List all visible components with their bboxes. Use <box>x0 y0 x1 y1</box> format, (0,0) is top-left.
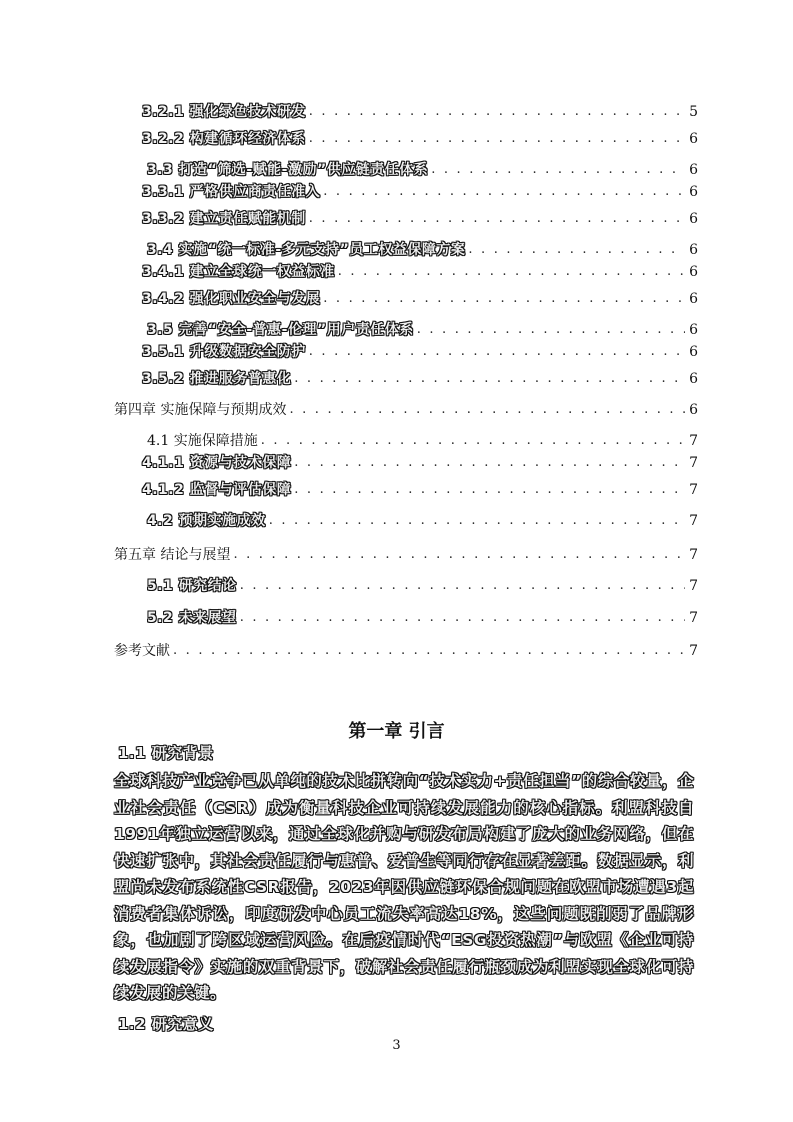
toc-entry-title: 5.1 研究结论 <box>147 578 237 594</box>
toc-leader-dots <box>233 547 685 563</box>
toc-entry[interactable] <box>114 545 698 563</box>
toc-entry-title: 3.2.1 强化绿色技术研发 <box>142 104 306 120</box>
toc-entry[interactable] <box>142 480 698 498</box>
toc-entry[interactable] <box>147 511 698 529</box>
toc-entry-title: 3.3.2 建立责任赋能机制 <box>142 211 306 227</box>
toc-entry[interactable] <box>147 431 698 449</box>
toc-entry-page: 6 <box>689 264 698 280</box>
body-paragraph: 全球科技产业竞争已从单纯的技术比拼转向“技术实力+责任担当”的综合较量，企业社会责任（CSR）成为衡量科技企业可持续发展能力的核心指标。利盟科技自1991年独立运营以来，通过全球化并购与研发布局构建了庞大的业务网络，但在快速扩张中，其社会责任履行与惠普、爱普生等同行存在显著差距。数据显示，利盟尚未发布系统性CSR报告，2023年因供应链环保合规问题在欧盟市场遭遇3起消费者集体诉讼，印度研发中心员工流失率高达18%，这些问题既削弱了品牌形象，也加剧了跨区域运营风险。在后疫情时代“ESG投资热潮”与欧盟《企业可持续发展指令》实施的双重背景下，破解社会责任履行瓶颈成为利盟实现全球化可持续发展的关键。 <box>114 772 694 1002</box>
toc-leader-dots <box>323 291 685 307</box>
toc-entry[interactable] <box>142 453 698 471</box>
toc-leader-dots <box>294 455 685 471</box>
toc-entry-title: 3.2.2 构建循环经济体系 <box>142 131 306 147</box>
toc-entry-page: 6 <box>689 184 698 200</box>
toc-entry-title: 5.2 未来展望 <box>147 610 237 626</box>
toc-entry-page: 7 <box>689 578 698 594</box>
toc-entry-title: 4.1 实施保障措施 <box>147 433 258 449</box>
toc-entry[interactable] <box>142 182 698 200</box>
toc-leader-dots <box>338 264 685 280</box>
toc-entry-title: 3.4.1 建立全球统一权益标准 <box>142 264 335 280</box>
toc-entry-page: 6 <box>689 162 698 178</box>
toc-entry[interactable] <box>142 342 698 360</box>
toc-leader-dots <box>431 162 685 178</box>
toc-leader-dots <box>323 184 685 200</box>
toc-entry[interactable] <box>142 102 698 120</box>
toc-entry-title: 4.1.1 资源与技术保障 <box>142 455 292 471</box>
toc-leader-dots <box>289 402 685 418</box>
toc-leader-dots <box>309 131 685 147</box>
toc-entry-page: 7 <box>689 513 698 529</box>
toc-entry-title: 参考文献 <box>114 643 170 659</box>
toc-entry[interactable] <box>114 641 698 659</box>
toc-leader-dots <box>417 322 685 338</box>
toc-entry-title: 3.3 打造“筛选-赋能-激励”供应链责任体系 <box>147 162 429 178</box>
toc-leader-dots <box>294 482 685 498</box>
toc-entry-page: 5 <box>689 104 698 120</box>
toc-entry-page: 7 <box>689 610 698 626</box>
toc-leader-dots <box>240 578 685 594</box>
toc-leader-dots <box>309 344 685 360</box>
toc-entry-page: 6 <box>689 242 698 258</box>
toc-entry[interactable] <box>142 129 698 147</box>
toc-entry-page: 7 <box>689 455 698 471</box>
toc-entry-title: 3.4 实施“统一标准-多元支持”员工权益保障方案 <box>147 242 466 258</box>
toc-entry-page: 6 <box>689 322 698 338</box>
toc-leader-dots <box>309 104 685 120</box>
toc-entry[interactable] <box>142 262 698 280</box>
toc-entry-title: 3.3.1 严格供应商责任准入 <box>142 184 321 200</box>
toc-entry[interactable] <box>142 289 698 307</box>
toc-entry-title: 第四章 实施保障与预期成效 <box>114 402 287 418</box>
toc-entry[interactable] <box>147 240 698 258</box>
toc-entry-page: 7 <box>689 643 698 659</box>
toc-entry[interactable] <box>147 160 698 178</box>
toc-entry-page: 7 <box>689 433 698 449</box>
page-number: 3 <box>392 1038 401 1053</box>
toc-entry[interactable] <box>114 400 698 418</box>
toc-entry-page: 6 <box>689 291 698 307</box>
toc-leader-dots <box>261 433 685 449</box>
toc-entry-page: 6 <box>689 131 698 147</box>
toc-entry-title: 3.5 完善“安全-普惠-伦理”用户责任体系 <box>147 322 414 338</box>
toc-entry-title: 第五章 结论与展望 <box>114 547 231 563</box>
toc-entry[interactable] <box>142 209 698 227</box>
toc-entry-page: 6 <box>689 344 698 360</box>
toc-entry-page: 6 <box>689 371 698 387</box>
toc-leader-dots <box>309 211 685 227</box>
toc-entry[interactable] <box>147 320 698 338</box>
toc-leader-dots <box>173 643 685 659</box>
toc-entry-page: 6 <box>689 402 698 418</box>
toc-entry-title: 3.4.2 强化职业安全与发展 <box>142 291 321 307</box>
section-heading: 1.1 研究背景 <box>118 744 214 762</box>
toc-entry-page: 7 <box>689 547 698 563</box>
toc-entry[interactable] <box>142 369 698 387</box>
toc-leader-dots <box>468 242 685 258</box>
toc-entry-title: 3.5.1 升级数据安全防护 <box>142 344 306 360</box>
toc-entry[interactable] <box>147 608 698 626</box>
toc-entry-page: 6 <box>689 211 698 227</box>
toc-entry-title: 4.2 预期实施成效 <box>147 513 266 529</box>
toc-entry-title: 3.5.2 推进服务普惠化 <box>142 371 292 387</box>
toc-entry-title: 4.1.2 监督与评估保障 <box>142 482 292 498</box>
toc-leader-dots <box>294 371 685 387</box>
section-heading: 1.2 研究意义 <box>118 1015 214 1033</box>
toc-leader-dots <box>240 610 685 626</box>
toc-entry[interactable] <box>147 576 698 594</box>
chapter-title: 第一章 引言 <box>348 721 445 742</box>
toc-entry-page: 7 <box>689 482 698 498</box>
toc-leader-dots <box>269 513 685 529</box>
